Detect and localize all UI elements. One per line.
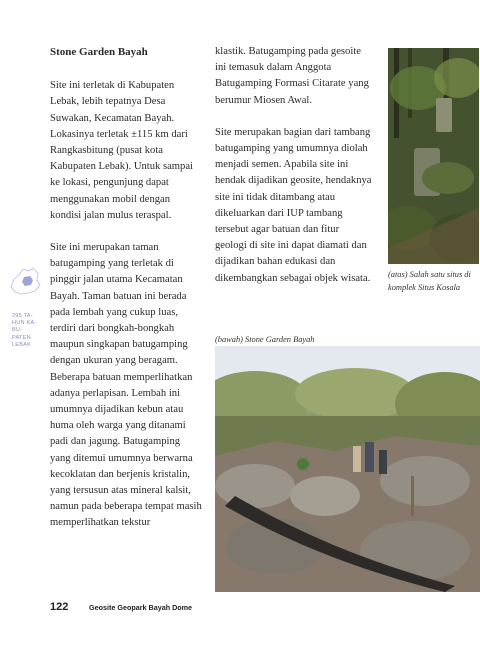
sidebar-anniversary-label: 295 TA- HUN KA- BU- PATEN LEBAK (12, 313, 37, 348)
article-heading: Stone Garden Bayah (50, 46, 148, 58)
lebak-map-icon (8, 265, 42, 297)
paragraph-formation: klastik. Batugamping pada gesoite ini temasuk dalam Anggota Batugamping Formasi Citarate yang berumur Miosen Awal. (215, 46, 369, 106)
caption-bottom-photo: (bawah) Stone Garden Bayah (215, 335, 315, 344)
photo-stone-garden-bayah (215, 346, 480, 592)
footer-book-title: Geosite Geopark Bayah Dome (89, 603, 193, 612)
page-number: 122 (50, 601, 69, 613)
paragraph-description: Site ini merupakan taman batugamping yang terletak di pinggir jalan utama Kecamatan Bayah. Taman batuan ini berada pada lembah yang cukup luas, terdiri dari bongkah-bongkah maupun singkapan batugamping dengan ukuran yang beragam. Beberapa batuan memperlihatkan adanya perlapisan. Lembah ini umumnya dijadikan kebun atau huma oleh warga yang ditanami padi dan jagung. Batugamping yang ditemui umumnya berwarna kecoklatan dan berjenis kristalin, yang tersusun atas mineral kalsit, namun pada beberapa tempat masih memperlihatkan tekstur (50, 242, 202, 529)
caption-top-photo: (atas) Salah satu situs di komplek Situs Kosala (388, 270, 471, 292)
left-text-column (50, 44, 202, 548)
paragraph-location: Site ini terletak di Kabupaten Lebak, lebih tepatnya Desa Suwakan, Kecamatan Bayah. Lokasinya terletak ±115 km dari Rangkasbitung (pusat kota Kabupaten Lebak). Untuk sampai ke lokasi, pengunjung dapat menggunakan mobil dengan kondisi jalan mulus teraspal. (50, 80, 193, 221)
paragraph-mining: Site merupakan bagian dari tambang batugamping yang umumnya diolah menjadi semen. Apabila site ini hendak dijadikan geosite, hendaknya site ini tidak ditambang atau dikeluarkan dari IUP tambang tersebut agar batuan dan fitur geologi di site ini dapat diamati dan dijadikan bahan edukasi dan dikembangkan sebagai objek wisata. (215, 126, 372, 284)
right-text-column (215, 44, 373, 303)
photo-situs-kosala (388, 48, 479, 264)
